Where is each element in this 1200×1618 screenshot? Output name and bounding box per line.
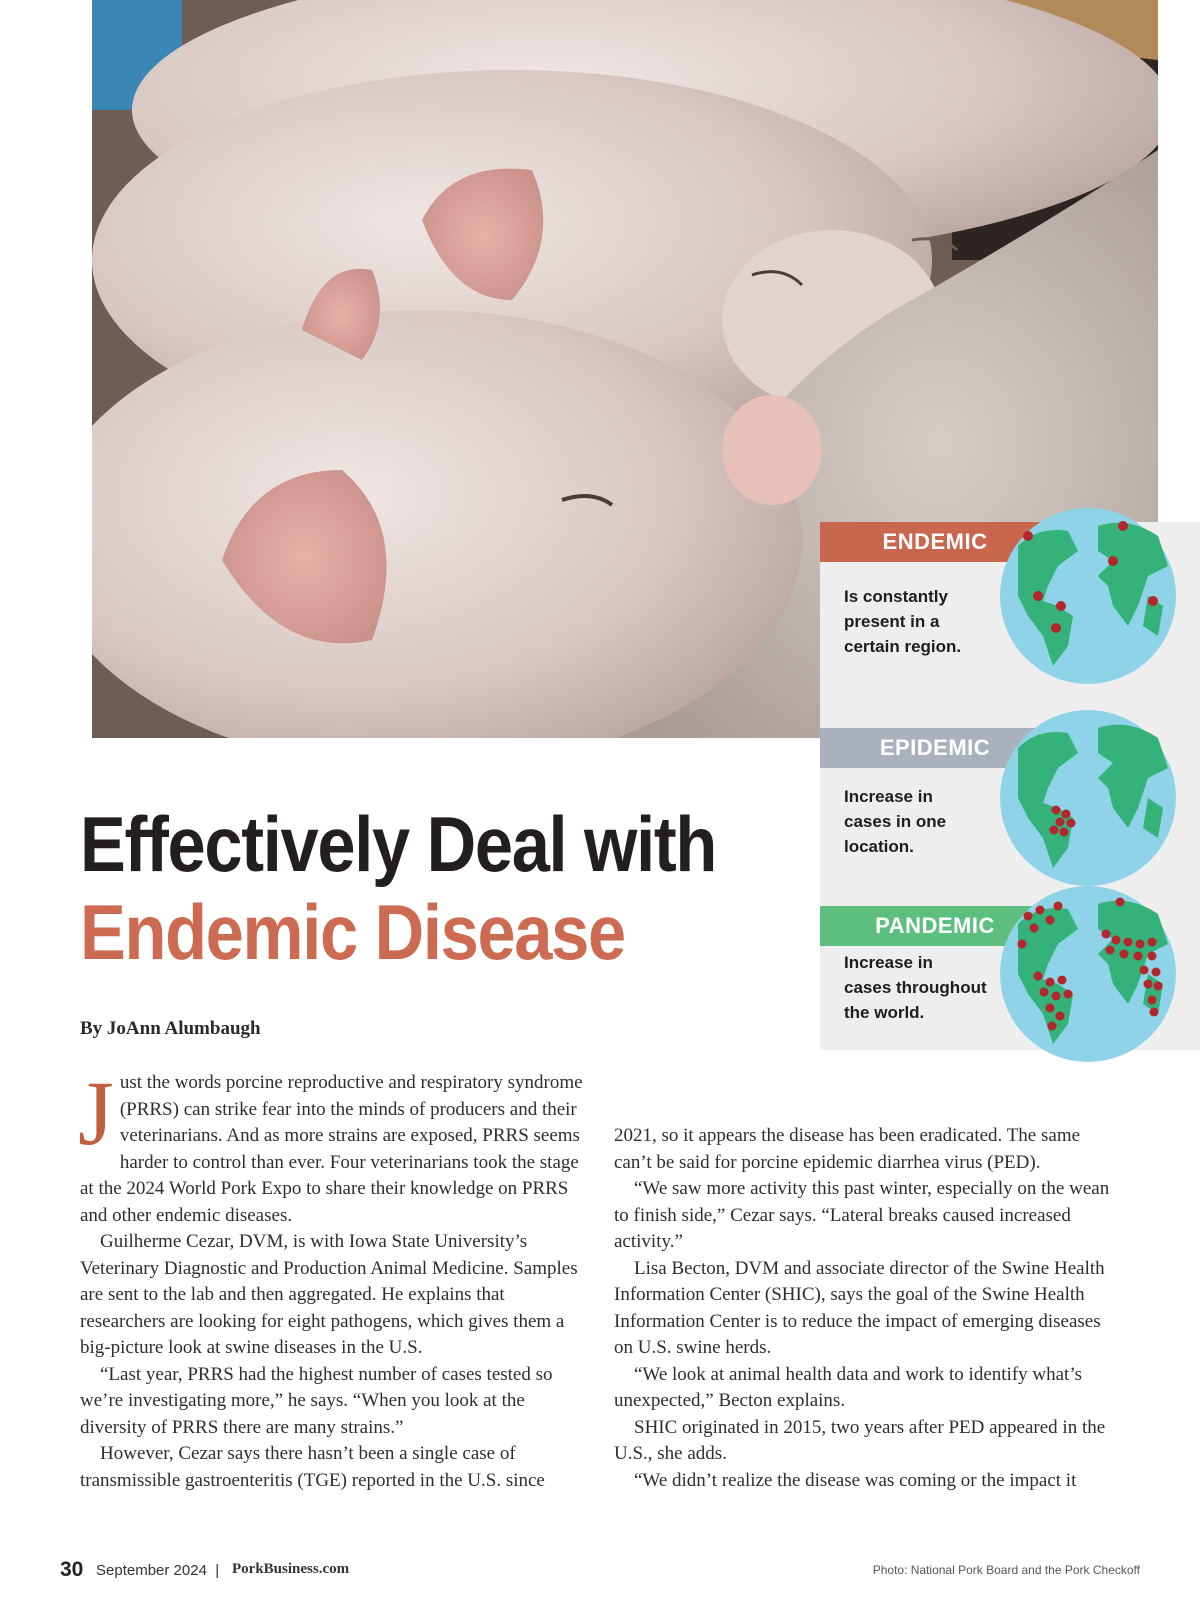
issue-date: [96, 1562, 219, 1579]
paragraph: [78, 1062, 586, 1229]
pandemic-label: PANDEMIC: [820, 906, 1050, 946]
endemic-globe-icon: [998, 506, 1178, 686]
pandemic-row: [820, 906, 1200, 1056]
epidemic-description: [844, 784, 1004, 859]
page-number: 30: [60, 1558, 84, 1581]
drop-cap: J: [78, 1062, 114, 1164]
endemic-desc-line: Is constantly: [844, 587, 948, 606]
epidemic-label: EPIDEMIC: [820, 728, 1050, 768]
epidemic-desc-line: cases in one: [844, 812, 947, 831]
title-line-2: Endemic Disease: [80, 888, 625, 976]
title-line-1: Effectively Deal with: [80, 800, 717, 888]
pandemic-desc-line: cases throughout: [844, 978, 987, 997]
page-footer: [60, 1560, 1140, 1584]
endemic-row: [820, 522, 1200, 722]
pandemic-desc-line: the world.: [844, 1003, 925, 1022]
endemic-label: ENDEMIC: [820, 522, 1050, 562]
paragraph-text: ust the words porcine reproductive and respiratory syndrome (PRRS) can strike fear into the minds of producers and their veterinarians. And as more strains are exposed, PRRS seems harder to control than ever. Four veterinarians took the stage at the 2024 World Pork Expo to share their knowledge on PRRS and other endemic diseases.: [80, 1072, 583, 1226]
photo-credit: Photo: National Pork Board and the Pork Checkoff: [872, 1563, 1140, 1577]
disease-spread-infographic: [820, 522, 1200, 1050]
endemic-desc-line: present in a: [844, 612, 940, 631]
endemic-desc-line: certain region.: [844, 637, 962, 656]
paragraph: SHIC originated in 2015, two years after PED appeared in the U.S., she adds.: [614, 1416, 1106, 1464]
issue-date-text: September 2024: [96, 1562, 207, 1579]
pandemic-description: [844, 950, 1014, 1025]
epidemic-row: [820, 728, 1200, 908]
article-column-2: [614, 1123, 1120, 1494]
endemic-description: [844, 584, 1004, 659]
paragraph: However, Cezar says there hasn’t been a single case of transmissible gastroenteritis (TGE) reported in the U.S. since: [80, 1443, 545, 1491]
pandemic-globe-icon: [998, 884, 1178, 1064]
paragraph: Lisa Becton, DVM and associate director of the Swine Health Information Center (SHIC), says the goal of the Swine Health Information Center is to reduce the impact of emerging diseases on U.S. swine herds.: [614, 1257, 1105, 1358]
article-title: [80, 800, 803, 976]
epidemic-globe-icon: [998, 708, 1178, 888]
byline: By JoAnn Alumbaugh: [80, 1018, 261, 1039]
paragraph: “Last year, PRRS had the highest number of cases tested so we’re investigating more,” he says. “When you look at the diversity of PRRS there are many strains.”: [80, 1363, 553, 1438]
footer-separator: |: [215, 1562, 220, 1579]
epidemic-desc-line: location.: [844, 837, 914, 856]
paragraph: “We didn’t realize the disease was coming or the impact it: [634, 1469, 1077, 1491]
paragraph: “We look at animal health data and work to identify what’s unexpected,” Becton explains.: [614, 1363, 1083, 1411]
site-link[interactable]: PorkBusiness.com: [232, 1561, 350, 1577]
pandemic-desc-line: Increase in: [844, 953, 933, 972]
paragraph: “We saw more activity this past winter, especially on the wean to finish side,” Cezar says. “Lateral breaks caused increased activity.”: [614, 1178, 1110, 1252]
article-column-1: [78, 1062, 586, 1494]
paragraph: Guilherme Cezar, DVM, is with Iowa State University’s Veterinary Diagnostic and Production Animal Medicine. Samples are sent to the lab and then aggregated. He explains that researchers are looking for eight pathogens, which gives them a big-picture look at swine diseases in the U.S.: [80, 1231, 578, 1358]
paragraph: 2021, so it appears the disease has been eradicated. The same can’t be said for porcine epidemic diarrhea virus (PED).: [614, 1125, 1081, 1173]
epidemic-desc-line: Increase in: [844, 787, 933, 806]
